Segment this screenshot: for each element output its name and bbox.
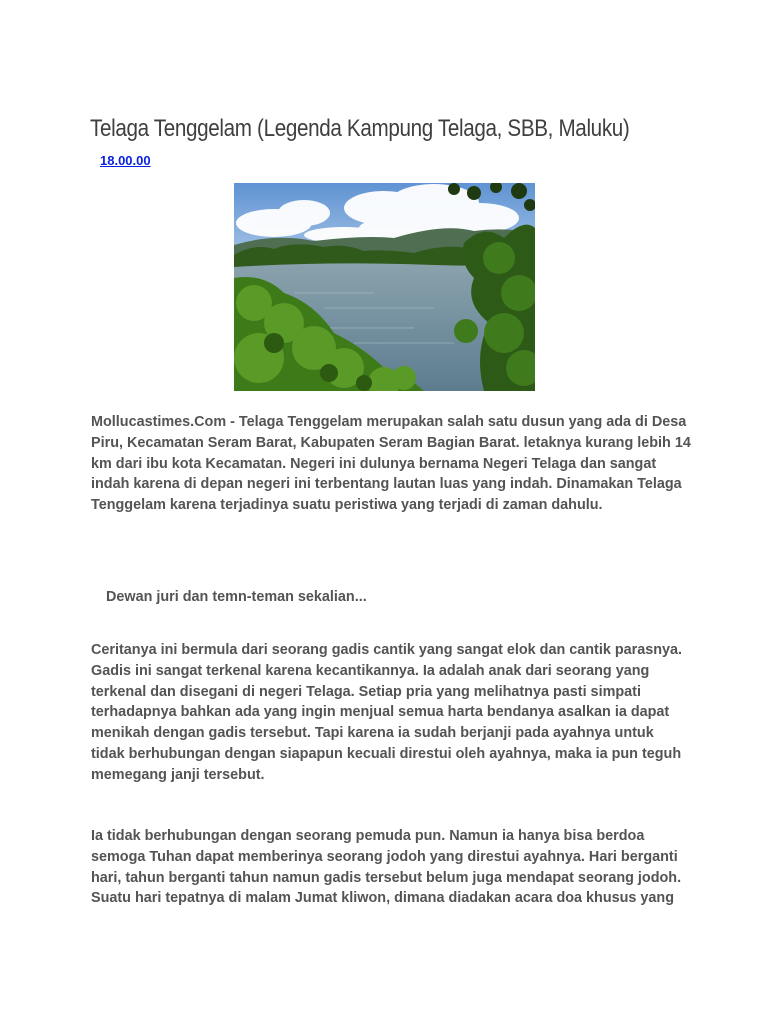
paragraph-greeting: Dewan juri dan temn-teman sekalian... xyxy=(106,589,367,605)
paragraph-story-1: Ceritanya ini bermula dari seorang gadis cantik yang sangat elok dan cantik parasnya. Gadis ini sangat terkenal karena kecantikannya. Ia adalah anak dari seorang yang terkenal dan disegani di negeri Telaga. Setiap pria yang melihatnya pasti simpati terhadapnya bahkan ada yang ingin menjual semua harta bendanya asalkan ia dapat menikah dengan gadis tersebut. Tapi karena ia sudah berjanji pada ayahnya untuk tidak berhubungan dengan siapapun kecuali direstui oleh ayahnya, maka ia pun teguh memegang janji tersebut. xyxy=(91,642,683,783)
post-timestamp-link[interactable]: 18.00.00 xyxy=(100,153,151,168)
lake-photo-illustration xyxy=(234,183,535,391)
paragraph-intro: Mollucastimes.Com - Telaga Tenggelam merupakan salah satu dusun yang ada di Desa Piru, Kecamatan Seram Barat, Kabupaten Seram Bagian Barat. letaknya kurang lebih 14 km dari ibu kota Kecamatan. Negeri ini dulunya bernama Negeri Telaga dan sangat indah karena di depan negeri ini terbentang lautan luas yang indah. Dinamakan Telaga Tenggelam karena terjadinya suatu peristiwa yang terjadi di zaman dahulu. xyxy=(91,414,691,514)
lake-landscape-photo xyxy=(234,183,535,391)
paragraph-story-2: Ia tidak berhubungan dengan seorang pemuda pun. Namun ia hanya bisa berdoa semoga Tuhan dapat memberinya seorang jodoh yang direstui ayahnya. Hari berganti hari, tahun berganti tahun namun gadis tersebut belum juga mendapat seorang jodoh. Suatu hari tepatnya di malam Jumat kliwon, dimana diadakan acara doa khusus yang xyxy=(91,828,682,907)
article-title: Telaga Tenggelam (Legenda Kampung Telaga, SBB, Maluku) xyxy=(90,115,630,142)
